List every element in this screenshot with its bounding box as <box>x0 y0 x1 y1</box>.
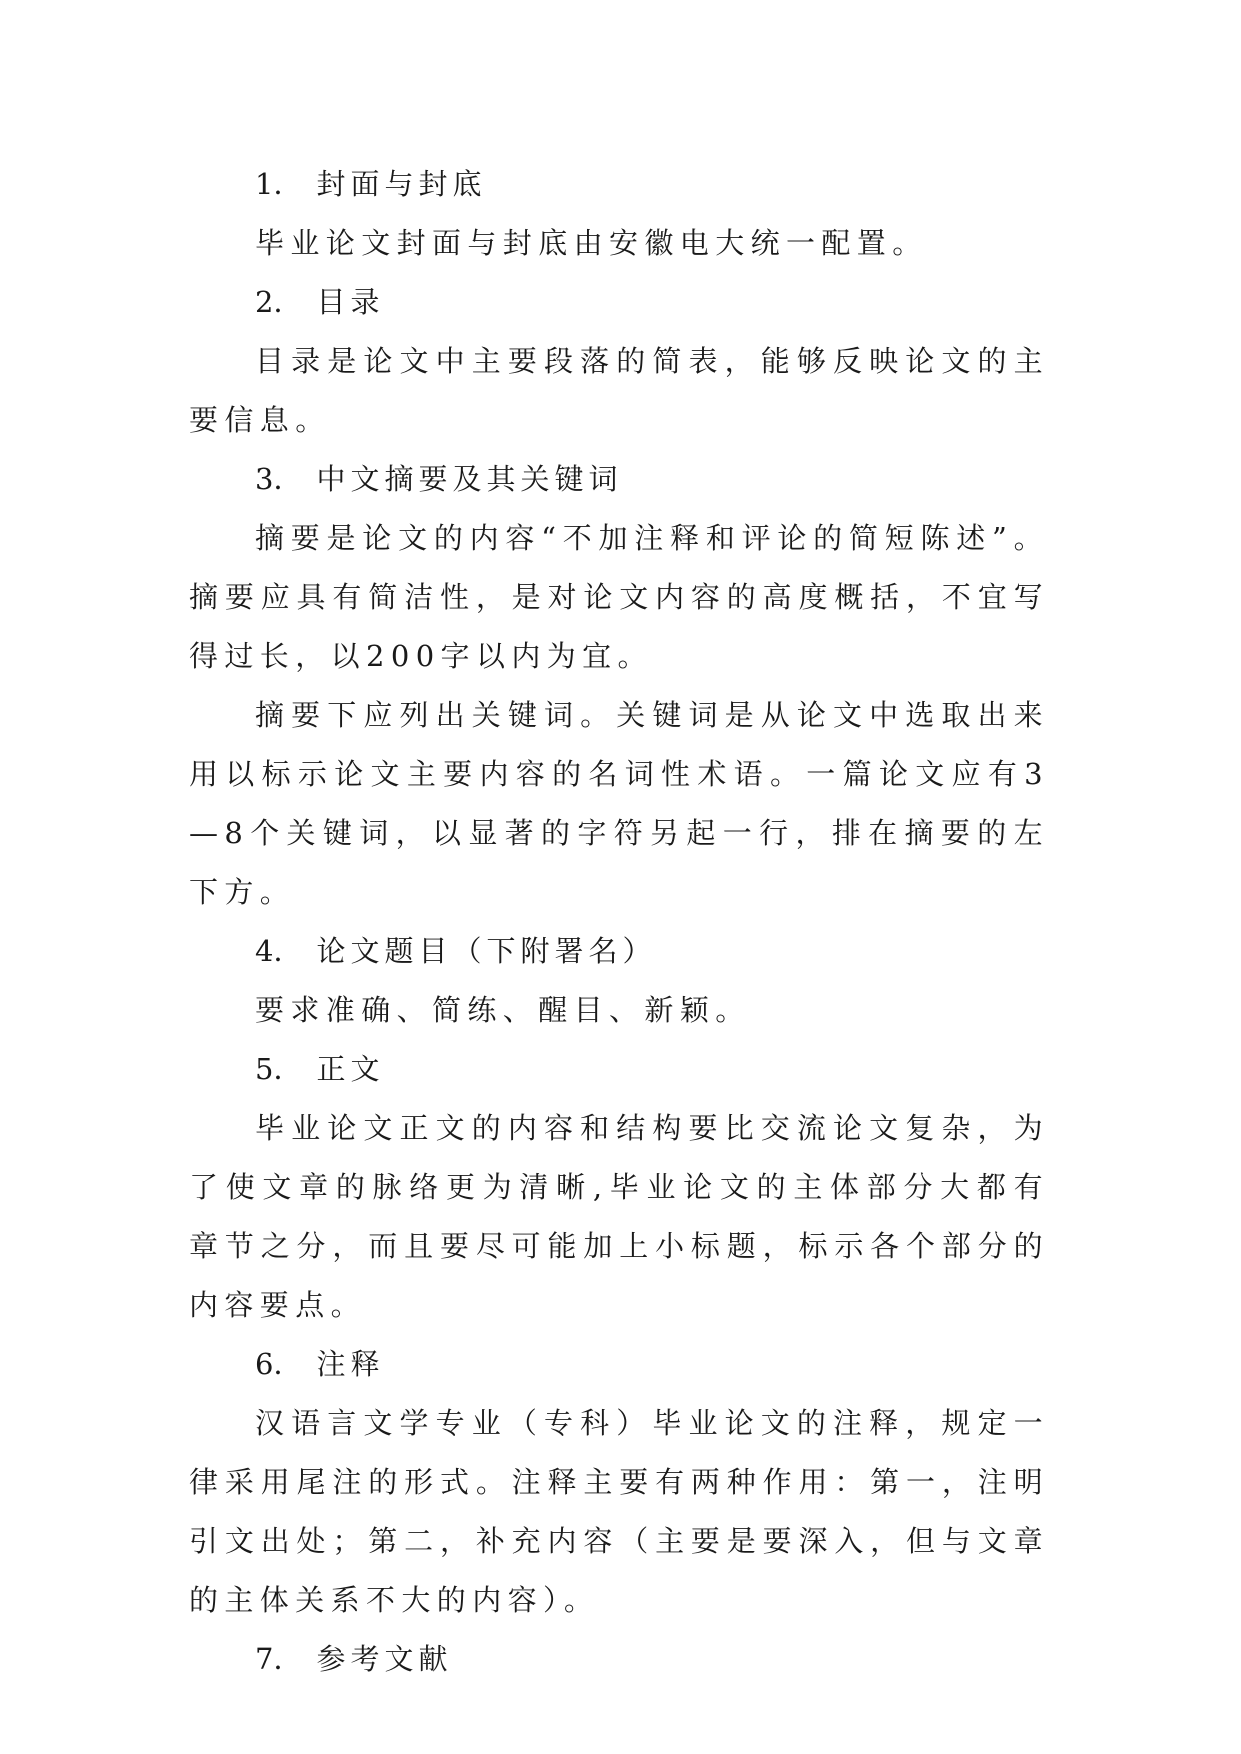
paragraph-keywords: 摘要下应列出关键词。关键词是从论文中选取出来用以标示论文主要内容的名词性术语。一篇论文应有3—8个关键词，以显著的字符另起一行，排在摘要的左下方。 <box>189 698 1049 909</box>
paragraph-abstract: 摘要是论文的内容“不加注释和评论的简短陈述”。摘要应具有简洁性，是对论文内容的高度概括，不宜写得过长，以200字以内为宜。 <box>189 521 1049 673</box>
section-number: 5． <box>255 1052 303 1086</box>
section-title: 目录 <box>316 285 385 319</box>
section-heading-notes <box>189 1335 1049 1394</box>
paragraph-notes: 汉语言文学专业（专科）毕业论文的注释，规定一律采用尾注的形式。注释主要有两种作用：第一，注明引文出处；第二，补充内容（主要是要深入，但与文章的主体关系不大的内容）。 <box>189 1406 1049 1617</box>
section-title: 正文 <box>316 1052 385 1086</box>
paragraph-cover: 毕业论文封面与封底由安徽电大统一配置。 <box>255 226 928 260</box>
section-heading-title <box>189 922 1049 981</box>
paragraph-toc: 目录是论文中主要段落的简表，能够反映论文的主要信息。 <box>189 344 1049 437</box>
section-title: 封面与封底 <box>316 167 487 201</box>
section-title: 论文题目（下附署名） <box>316 934 657 968</box>
section-number: 7． <box>255 1642 303 1676</box>
section-heading-cover <box>189 155 1049 214</box>
section-heading-references <box>189 1630 1049 1689</box>
section-heading-toc <box>189 273 1049 332</box>
section-number: 2． <box>255 285 303 319</box>
section-title: 参考文献 <box>316 1642 453 1676</box>
paragraph-title: 要求准确、简练、醒目、新颖。 <box>255 993 751 1027</box>
section-title: 中文摘要及其关键词 <box>316 462 623 496</box>
section-number: 4． <box>255 934 303 968</box>
section-heading-body <box>189 1040 1049 1099</box>
document-body <box>189 155 1049 1689</box>
section-number: 1． <box>255 167 303 201</box>
section-title: 注释 <box>316 1347 385 1381</box>
section-heading-abstract <box>189 450 1049 509</box>
section-number: 6． <box>255 1347 303 1381</box>
section-number: 3． <box>255 462 303 496</box>
paragraph-body: 毕业论文正文的内容和结构要比交流论文复杂，为了使文章的脉络更为清晰,毕业论文的主体部分大都有章节之分，而且要尽可能加上小标题，标示各个部分的内容要点。 <box>189 1111 1049 1322</box>
